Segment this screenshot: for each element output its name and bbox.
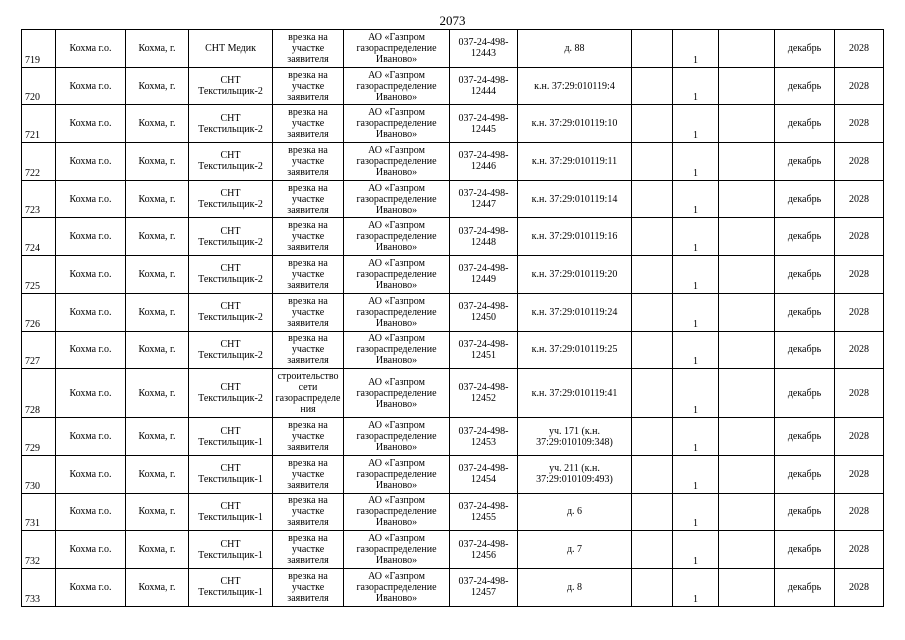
address-cell: к.н. 37:29:010119:16 <box>518 218 632 256</box>
application-code-cell: 037-24-498-12443 <box>450 30 518 68</box>
month-cell: декабрь <box>775 67 835 105</box>
work-type-cell: врезка на участке заявителя <box>273 180 344 218</box>
work-type-cell: врезка на участке заявителя <box>273 143 344 181</box>
city-cell: Кохма, г. <box>126 455 189 493</box>
row-number: 732 <box>22 531 56 569</box>
quantity-cell: 1 <box>673 67 719 105</box>
quantity-cell: 1 <box>673 369 719 418</box>
month-cell: декабрь <box>775 30 835 68</box>
settlement-cell: СНТ Медик <box>189 30 273 68</box>
city-cell: Кохма, г. <box>126 256 189 294</box>
work-type-cell: врезка на участке заявителя <box>273 493 344 531</box>
settlement-cell: СНТ Текстильщик-2 <box>189 331 273 369</box>
month-cell: декабрь <box>775 418 835 456</box>
quantity-cell: 1 <box>673 143 719 181</box>
quantity-cell: 1 <box>673 293 719 331</box>
empty-cell <box>632 105 673 143</box>
address-cell: уч. 171 (к.н. 37:29:010109:348) <box>518 418 632 456</box>
row-number: 731 <box>22 493 56 531</box>
city-cell: Кохма, г. <box>126 218 189 256</box>
city-cell: Кохма, г. <box>126 293 189 331</box>
city-cell: Кохма, г. <box>126 30 189 68</box>
empty-cell <box>632 331 673 369</box>
empty-cell <box>719 418 775 456</box>
empty-cell <box>719 369 775 418</box>
empty-cell <box>719 143 775 181</box>
empty-cell <box>632 493 673 531</box>
row-number: 730 <box>22 455 56 493</box>
month-cell: декабрь <box>775 568 835 606</box>
registry-table <box>21 29 884 607</box>
year-cell: 2028 <box>835 418 884 456</box>
district-cell: Кохма г.о. <box>56 531 126 569</box>
row-number: 733 <box>22 568 56 606</box>
address-cell: к.н. 37:29:010119:10 <box>518 105 632 143</box>
work-type-cell: врезка на участке заявителя <box>273 105 344 143</box>
address-cell: к.н. 37:29:010119:20 <box>518 256 632 294</box>
table-row <box>22 418 884 456</box>
organization-cell: АО «Газпром газораспределение Иваново» <box>344 531 450 569</box>
table-row <box>22 218 884 256</box>
year-cell: 2028 <box>835 531 884 569</box>
district-cell: Кохма г.о. <box>56 105 126 143</box>
work-type-cell: врезка на участке заявителя <box>273 568 344 606</box>
empty-cell <box>719 531 775 569</box>
empty-cell <box>719 455 775 493</box>
empty-cell <box>632 180 673 218</box>
quantity-cell: 1 <box>673 218 719 256</box>
application-code-cell: 037-24-498-12453 <box>450 418 518 456</box>
settlement-cell: СНТ Текстильщик-2 <box>189 105 273 143</box>
organization-cell: АО «Газпром газораспределение Иваново» <box>344 455 450 493</box>
city-cell: Кохма, г. <box>126 331 189 369</box>
address-cell: к.н. 37:29:010119:24 <box>518 293 632 331</box>
quantity-cell: 1 <box>673 568 719 606</box>
table-row <box>22 256 884 294</box>
city-cell: Кохма, г. <box>126 143 189 181</box>
year-cell: 2028 <box>835 67 884 105</box>
organization-cell: АО «Газпром газораспределение Иваново» <box>344 331 450 369</box>
quantity-cell: 1 <box>673 331 719 369</box>
year-cell: 2028 <box>835 105 884 143</box>
application-code-cell: 037-24-498-12456 <box>450 531 518 569</box>
work-type-cell: врезка на участке заявителя <box>273 30 344 68</box>
district-cell: Кохма г.о. <box>56 369 126 418</box>
organization-cell: АО «Газпром газораспределение Иваново» <box>344 218 450 256</box>
district-cell: Кохма г.о. <box>56 293 126 331</box>
address-cell: к.н. 37:29:010119:14 <box>518 180 632 218</box>
address-cell: д. 88 <box>518 30 632 68</box>
year-cell: 2028 <box>835 293 884 331</box>
empty-cell <box>719 218 775 256</box>
quantity-cell: 1 <box>673 493 719 531</box>
district-cell: Кохма г.о. <box>56 493 126 531</box>
work-type-cell: врезка на участке заявителя <box>273 293 344 331</box>
application-code-cell: 037-24-498-12451 <box>450 331 518 369</box>
table-row <box>22 369 884 418</box>
month-cell: декабрь <box>775 293 835 331</box>
empty-cell <box>632 30 673 68</box>
work-type-cell: врезка на участке заявителя <box>273 531 344 569</box>
address-cell: к.н. 37:29:010119:11 <box>518 143 632 181</box>
month-cell: декабрь <box>775 493 835 531</box>
table-row <box>22 143 884 181</box>
district-cell: Кохма г.о. <box>56 331 126 369</box>
organization-cell: АО «Газпром газораспределение Иваново» <box>344 256 450 294</box>
quantity-cell: 1 <box>673 105 719 143</box>
district-cell: Кохма г.о. <box>56 256 126 294</box>
month-cell: декабрь <box>775 455 835 493</box>
organization-cell: АО «Газпром газораспределение Иваново» <box>344 67 450 105</box>
row-number: 721 <box>22 105 56 143</box>
city-cell: Кохма, г. <box>126 369 189 418</box>
application-code-cell: 037-24-498-12446 <box>450 143 518 181</box>
application-code-cell: 037-24-498-12454 <box>450 455 518 493</box>
city-cell: Кохма, г. <box>126 568 189 606</box>
month-cell: декабрь <box>775 218 835 256</box>
table-row <box>22 67 884 105</box>
settlement-cell: СНТ Текстильщик-2 <box>189 293 273 331</box>
address-cell: к.н. 37:29:010119:4 <box>518 67 632 105</box>
address-cell: д. 8 <box>518 568 632 606</box>
empty-cell <box>719 331 775 369</box>
row-number: 729 <box>22 418 56 456</box>
row-number: 724 <box>22 218 56 256</box>
year-cell: 2028 <box>835 180 884 218</box>
quantity-cell: 1 <box>673 531 719 569</box>
district-cell: Кохма г.о. <box>56 568 126 606</box>
year-cell: 2028 <box>835 143 884 181</box>
month-cell: декабрь <box>775 331 835 369</box>
application-code-cell: 037-24-498-12444 <box>450 67 518 105</box>
district-cell: Кохма г.о. <box>56 218 126 256</box>
quantity-cell: 1 <box>673 180 719 218</box>
work-type-cell: врезка на участке заявителя <box>273 331 344 369</box>
settlement-cell: СНТ Текстильщик-2 <box>189 67 273 105</box>
district-cell: Кохма г.о. <box>56 67 126 105</box>
district-cell: Кохма г.о. <box>56 455 126 493</box>
address-cell: к.н. 37:29:010119:41 <box>518 369 632 418</box>
city-cell: Кохма, г. <box>126 493 189 531</box>
empty-cell <box>719 256 775 294</box>
empty-cell <box>719 67 775 105</box>
work-type-cell: врезка на участке заявителя <box>273 256 344 294</box>
work-type-cell: строительство сети газораспределения <box>273 369 344 418</box>
row-number: 726 <box>22 293 56 331</box>
organization-cell: АО «Газпром газораспределение Иваново» <box>344 105 450 143</box>
row-number: 728 <box>22 369 56 418</box>
month-cell: декабрь <box>775 180 835 218</box>
application-code-cell: 037-24-498-12447 <box>450 180 518 218</box>
row-number: 719 <box>22 30 56 68</box>
table-row <box>22 105 884 143</box>
work-type-cell: врезка на участке заявителя <box>273 218 344 256</box>
settlement-cell: СНТ Текстильщик-2 <box>189 218 273 256</box>
registry-body <box>22 30 884 607</box>
settlement-cell: СНТ Текстильщик-1 <box>189 531 273 569</box>
table-row <box>22 531 884 569</box>
city-cell: Кохма, г. <box>126 180 189 218</box>
organization-cell: АО «Газпром газораспределение Иваново» <box>344 143 450 181</box>
address-cell: уч. 211 (к.н. 37:29:010109:493) <box>518 455 632 493</box>
organization-cell: АО «Газпром газораспределение Иваново» <box>344 30 450 68</box>
settlement-cell: СНТ Текстильщик-1 <box>189 493 273 531</box>
settlement-cell: СНТ Текстильщик-1 <box>189 455 273 493</box>
city-cell: Кохма, г. <box>126 105 189 143</box>
application-code-cell: 037-24-498-12449 <box>450 256 518 294</box>
empty-cell <box>719 180 775 218</box>
settlement-cell: СНТ Текстильщик-2 <box>189 143 273 181</box>
settlement-cell: СНТ Текстильщик-1 <box>189 418 273 456</box>
organization-cell: АО «Газпром газораспределение Иваново» <box>344 493 450 531</box>
empty-cell <box>632 293 673 331</box>
empty-cell <box>632 256 673 294</box>
table-row <box>22 493 884 531</box>
empty-cell <box>719 30 775 68</box>
application-code-cell: 037-24-498-12452 <box>450 369 518 418</box>
district-cell: Кохма г.о. <box>56 143 126 181</box>
quantity-cell: 1 <box>673 256 719 294</box>
row-number: 722 <box>22 143 56 181</box>
row-number: 725 <box>22 256 56 294</box>
row-number: 727 <box>22 331 56 369</box>
organization-cell: АО «Газпром газораспределение Иваново» <box>344 568 450 606</box>
empty-cell <box>719 293 775 331</box>
year-cell: 2028 <box>835 455 884 493</box>
quantity-cell: 1 <box>673 30 719 68</box>
year-cell: 2028 <box>835 30 884 68</box>
work-type-cell: врезка на участке заявителя <box>273 418 344 456</box>
empty-cell <box>632 531 673 569</box>
year-cell: 2028 <box>835 218 884 256</box>
district-cell: Кохма г.о. <box>56 180 126 218</box>
year-cell: 2028 <box>835 493 884 531</box>
city-cell: Кохма, г. <box>126 531 189 569</box>
city-cell: Кохма, г. <box>126 418 189 456</box>
month-cell: декабрь <box>775 143 835 181</box>
empty-cell <box>632 455 673 493</box>
empty-cell <box>719 493 775 531</box>
year-cell: 2028 <box>835 256 884 294</box>
table-row <box>22 180 884 218</box>
year-cell: 2028 <box>835 331 884 369</box>
month-cell: декабрь <box>775 256 835 294</box>
page-number: 2073 <box>439 13 466 28</box>
table-row <box>22 455 884 493</box>
organization-cell: АО «Газпром газораспределение Иваново» <box>344 293 450 331</box>
settlement-cell: СНТ Текстильщик-2 <box>189 369 273 418</box>
organization-cell: АО «Газпром газораспределение Иваново» <box>344 180 450 218</box>
table-row <box>22 293 884 331</box>
empty-cell <box>632 568 673 606</box>
organization-cell: АО «Газпром газораспределение Иваново» <box>344 369 450 418</box>
address-cell: д. 7 <box>518 531 632 569</box>
empty-cell <box>719 568 775 606</box>
address-cell: к.н. 37:29:010119:25 <box>518 331 632 369</box>
settlement-cell: СНТ Текстильщик-2 <box>189 256 273 294</box>
empty-cell <box>632 143 673 181</box>
quantity-cell: 1 <box>673 418 719 456</box>
year-cell: 2028 <box>835 568 884 606</box>
row-number: 720 <box>22 67 56 105</box>
month-cell: декабрь <box>775 531 835 569</box>
district-cell: Кохма г.о. <box>56 30 126 68</box>
application-code-cell: 037-24-498-12448 <box>450 218 518 256</box>
application-code-cell: 037-24-498-12455 <box>450 493 518 531</box>
settlement-cell: СНТ Текстильщик-1 <box>189 568 273 606</box>
empty-cell <box>632 218 673 256</box>
organization-cell: АО «Газпром газораспределение Иваново» <box>344 418 450 456</box>
application-code-cell: 037-24-498-12450 <box>450 293 518 331</box>
empty-cell <box>719 105 775 143</box>
empty-cell <box>632 418 673 456</box>
address-cell: д. 6 <box>518 493 632 531</box>
table-row <box>22 568 884 606</box>
district-cell: Кохма г.о. <box>56 418 126 456</box>
month-cell: декабрь <box>775 369 835 418</box>
table-row <box>22 30 884 68</box>
empty-cell <box>632 369 673 418</box>
table-row <box>22 331 884 369</box>
work-type-cell: врезка на участке заявителя <box>273 455 344 493</box>
month-cell: декабрь <box>775 105 835 143</box>
city-cell: Кохма, г. <box>126 67 189 105</box>
quantity-cell: 1 <box>673 455 719 493</box>
row-number: 723 <box>22 180 56 218</box>
application-code-cell: 037-24-498-12445 <box>450 105 518 143</box>
application-code-cell: 037-24-498-12457 <box>450 568 518 606</box>
empty-cell <box>632 67 673 105</box>
settlement-cell: СНТ Текстильщик-2 <box>189 180 273 218</box>
year-cell: 2028 <box>835 369 884 418</box>
work-type-cell: врезка на участке заявителя <box>273 67 344 105</box>
